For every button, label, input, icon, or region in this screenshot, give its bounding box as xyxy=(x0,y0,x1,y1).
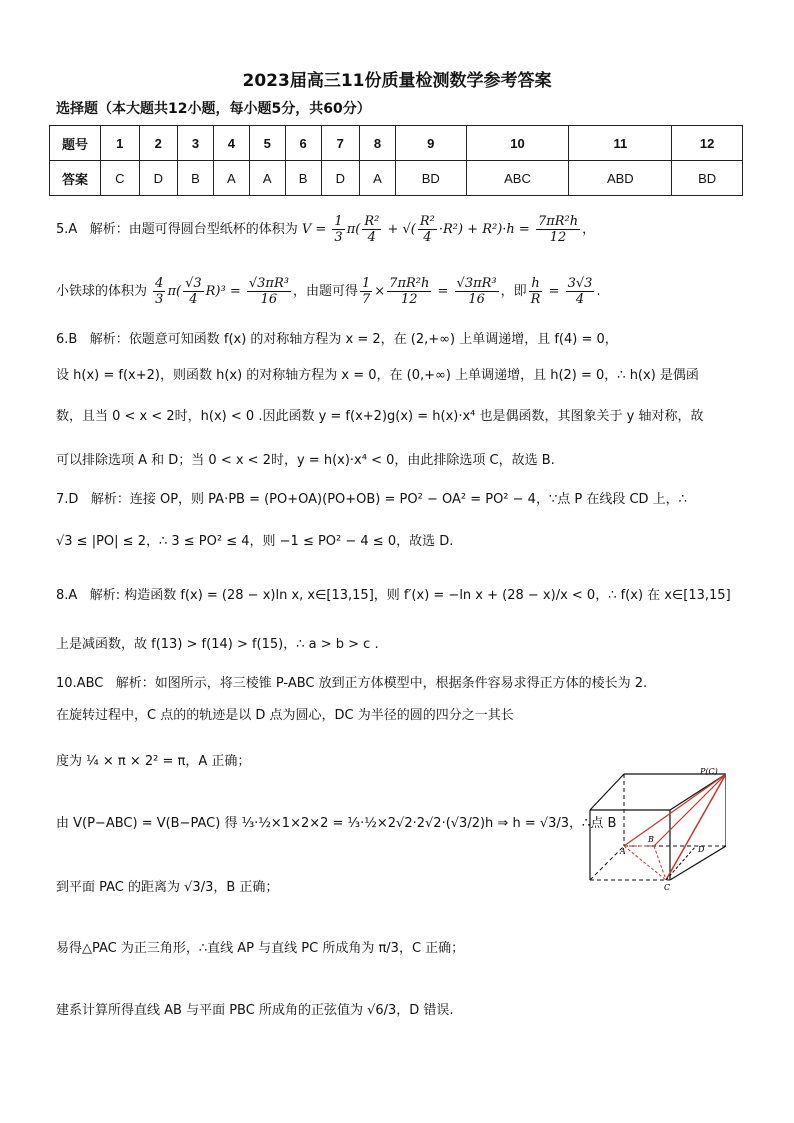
q8-tag: 8.A xyxy=(56,588,78,603)
table-cell: 9 xyxy=(395,126,466,161)
table-cell: ABD xyxy=(569,161,672,196)
q5-line-1 xyxy=(56,214,595,245)
q6-line-2: 设 h(x) = f(x+2)，则函数 h(x) 的对称轴方程为 x = 0，在 (0,+∞) 上单调递增，且 h(2) = 0，∴ h(x) 是偶函 xyxy=(56,368,699,383)
table-cell: 6 xyxy=(285,126,321,161)
table-cell: 8 xyxy=(360,126,396,161)
q5-text-1-end: ， xyxy=(582,222,596,237)
table-cell: 5 xyxy=(249,126,285,161)
q8-text-1: 解析: 构造函数 f(x) = (28 − x)ln x, x∈[13,15]，则 f′(x) = −ln x + (28 − x)/x < 0，∴ f(x) 在 x∈[13,15] xyxy=(89,588,731,603)
q7-text-1: 解析：连接 OP，则 PA·PB = (PO+OA)(PO+OB) = PO² − OA² = PO² − 4，∵点 P 在线段 CD 上，∴ xyxy=(90,492,687,507)
section-heading: 选择题（本大题共12小题，每小题5分，共60分） xyxy=(56,101,371,117)
table-row-numbers xyxy=(50,126,743,161)
q8-line-1 xyxy=(56,584,731,603)
q6-tag: 6.B xyxy=(56,332,78,347)
label-a: A xyxy=(620,847,626,856)
table-cell: A xyxy=(249,161,285,196)
table-cell: 10 xyxy=(466,126,569,161)
table-cell: 3 xyxy=(178,126,214,161)
table-cell: B xyxy=(178,161,214,196)
q10-line-2: 在旋转过程中，C 点的的轨迹是以 D 点为圆心，DC 为半径的圆的四分之一其长 xyxy=(56,708,514,723)
q10-line-1 xyxy=(56,672,647,691)
q7-tag: 7.D xyxy=(56,492,79,507)
table-cell: D xyxy=(139,161,178,196)
table-cell: B xyxy=(285,161,321,196)
q10-line-3: 度为 ¼ × π × 2² = π，A 正确； xyxy=(56,754,251,769)
q5-formula-1: V = $\frac{1}{3}$ π( $\frac{\text{R²}}{4}$ + √( $\frac{\text{R²}}{4}$ ·R²) + R²)·h = $\frac{\text{7πR²h}}{12}$ xyxy=(301,214,579,245)
q5-formula-3: $\frac{1}{7}$ × $\frac{\text{7πR²h}}{12}$ = $\frac{\text{√3πR³}}{16}$ xyxy=(361,276,497,307)
table-cell: 4 xyxy=(213,126,249,161)
table-head-answer: 答案 xyxy=(50,161,101,196)
table-cell: ABC xyxy=(466,161,569,196)
table-cell: 1 xyxy=(101,126,140,161)
table-cell: C xyxy=(101,161,140,196)
q7-line-1 xyxy=(56,488,687,507)
table-row-answers xyxy=(50,161,743,196)
q5-text-2b: ，由题可得 xyxy=(292,284,358,299)
q10-line-4: 由 V(P−ABC) = V(B−PAC) 得 ⅓·½×1×2×2 = ⅓·½×2√2·2√2·(√3/2)h ⇒ h = √3/3，∴点 B xyxy=(56,816,617,831)
table-cell: BD xyxy=(672,161,743,196)
table-cell: 7 xyxy=(321,126,360,161)
table-cell: A xyxy=(360,161,396,196)
q10-line-5: 到平面 PAC 的距离为 √3/3，B 正确； xyxy=(56,880,279,895)
q6-line-3: 数，且当 0 < x < 2时，h(x) < 0 .因此函数 y = f(x+2)g(x) = h(x)·x⁴ 也是偶函数，其图象关于 y 轴对称，故 xyxy=(56,409,704,424)
table-cell: 11 xyxy=(569,126,672,161)
answer-table xyxy=(49,125,743,196)
q5-tag: 5.A xyxy=(56,222,78,237)
cube-edge xyxy=(590,774,624,810)
q10-line-6: 易得△PAC 为正三角形，∴直线 AP 与直线 PC 所成角为 π/3，C 正确； xyxy=(56,941,465,956)
q6-line-4: 可以排除选项 A 和 D；当 0 < x < 2时，y = h(x)·x⁴ < 0，由此排除选项 C，故选 B. xyxy=(56,453,555,468)
q6-line-1 xyxy=(56,328,618,347)
cube-edge-hidden xyxy=(590,846,624,880)
q5-text-2: 小铁球的体积为 xyxy=(56,284,148,299)
q10-line-7: 建系计算所得直线 AB 与平面 PBC 所成角的正弦值为 √6/3，D 错误. xyxy=(56,1003,454,1018)
q7-line-2: √3 ≤ |PO| ≤ 2，∴ 3 ≤ PO² ≤ 4，则 −1 ≤ PO² − 4 ≤ 0，故选 D. xyxy=(56,534,454,549)
q5-text-2-end: . xyxy=(596,284,601,299)
label-d: D xyxy=(698,845,705,854)
q5-text-2c: ，即 xyxy=(500,284,527,299)
q5-formula-4: $\frac{h}{R}$ = $\frac{3√3}{4}$ xyxy=(530,276,593,307)
page-title: 2023届高三11份质量检测数学参考答案 xyxy=(242,71,552,91)
table-cell: 2 xyxy=(139,126,178,161)
table-cell: A xyxy=(213,161,249,196)
q5-text-1: 解析：由题可得圆台型纸杯的体积为 xyxy=(89,222,298,237)
label-p: P(C) xyxy=(700,767,718,776)
q8-line-2: 上是减函数，故 f(13) > f(14) > f(15)，∴ a > b > c . xyxy=(56,637,379,652)
q5-line-2 xyxy=(56,276,601,307)
cube-figure xyxy=(586,766,726,892)
table-cell: 12 xyxy=(672,126,743,161)
table-cell: D xyxy=(321,161,360,196)
q10-text-1: 解析：如图所示，将三棱锥 P-ABC 放到正方体模型中，根据条件容易求得正方体的棱长为 2. xyxy=(115,676,648,691)
label-c: C xyxy=(664,883,671,892)
table-head-number: 题号 xyxy=(50,126,101,161)
q6-text-1: 解析：依题意可知函数 f(x) 的对称轴方程为 x = 2，在 (2,+∞) 上单调递增，且 f(4) = 0， xyxy=(89,332,618,347)
q5-formula-2: $\frac{4}{3}$ π( $\frac{√3}{4}$ R)³ = $\frac{\text{√3πR³}}{16}$ xyxy=(155,276,289,307)
table-cell: BD xyxy=(395,161,466,196)
q10-tag: 10.ABC xyxy=(56,676,104,691)
label-b: B xyxy=(648,835,654,844)
